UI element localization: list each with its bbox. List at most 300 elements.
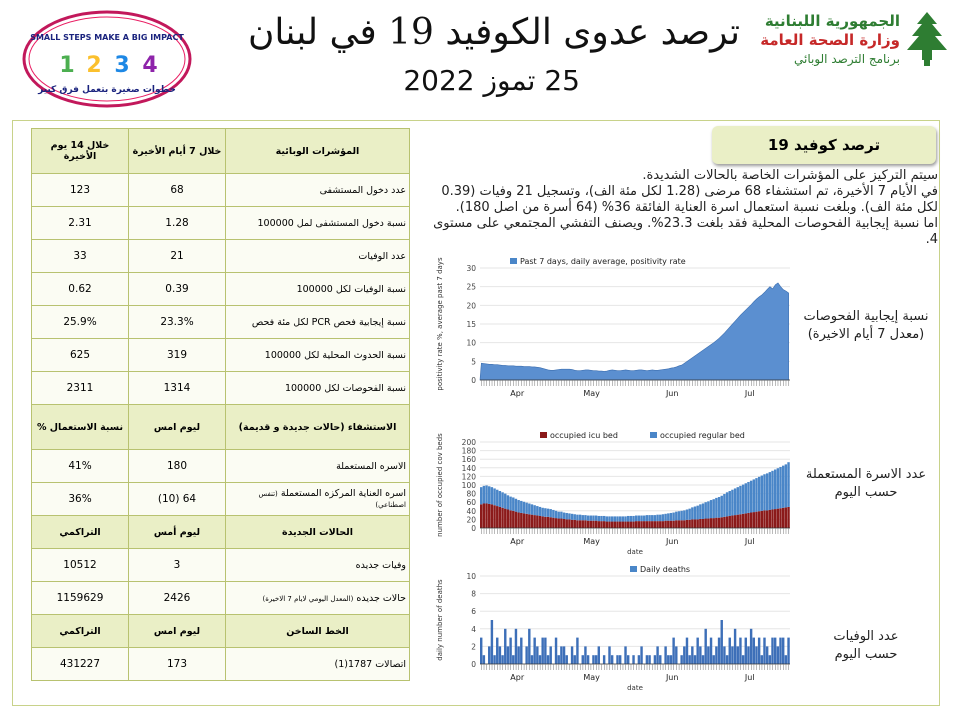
- y-tick-label: 0: [471, 376, 476, 385]
- x-month-label: Apr: [510, 389, 525, 398]
- chart-label-line: عدد الوفيات: [833, 629, 899, 644]
- bar: [672, 513, 674, 521]
- bar: [616, 522, 618, 528]
- bar: [512, 497, 514, 510]
- table-row: [32, 207, 410, 240]
- bar: [755, 512, 757, 528]
- bar: [702, 503, 704, 518]
- bar: [624, 516, 626, 521]
- bar: [659, 521, 661, 528]
- bar: [723, 646, 725, 664]
- bar: [624, 522, 626, 528]
- bar: [670, 521, 672, 528]
- bar: [678, 520, 680, 528]
- bar: [512, 511, 514, 528]
- bar: [774, 509, 776, 528]
- y-tick-label: 40: [466, 506, 476, 516]
- bar: [745, 513, 747, 528]
- bar: [670, 513, 672, 521]
- bar: [680, 655, 682, 664]
- bar: [715, 518, 717, 528]
- bar: [549, 509, 551, 517]
- bar: [774, 638, 776, 664]
- header-cumulative: التراكمي: [32, 615, 129, 648]
- bar: [761, 655, 763, 664]
- positivity-chart: [430, 252, 800, 404]
- hotline-header-row: [32, 615, 410, 648]
- bar: [737, 515, 739, 528]
- y-tick-label: 10: [466, 572, 476, 581]
- bar: [531, 515, 533, 528]
- y-tick-label: 20: [466, 515, 476, 525]
- bar: [555, 518, 557, 528]
- bar: [603, 516, 605, 521]
- bar: [493, 655, 495, 664]
- bar: [726, 655, 728, 664]
- bar: [648, 515, 650, 521]
- bar: [592, 521, 594, 528]
- y-tick-label: 4: [471, 624, 476, 634]
- bar: [571, 520, 573, 528]
- bar: [643, 516, 645, 522]
- legend-label: Past 7 days, daily average, positivity rate: [520, 257, 686, 266]
- x-month-label: Apr: [510, 537, 525, 546]
- chart-label-line: حسب اليوم: [834, 485, 898, 500]
- bar: [619, 522, 621, 528]
- bar: [758, 477, 760, 511]
- bar: [624, 646, 626, 664]
- bar: [774, 470, 776, 510]
- bar: [737, 646, 739, 664]
- bar: [702, 519, 704, 528]
- table-row: [32, 339, 410, 372]
- cell-yesterday: 180: [129, 450, 226, 483]
- y-axis-label: positivity rate %, average past 7 days: [436, 257, 444, 391]
- campaign-ar-text: خطوات صغيرة بتعمل فرق كبير: [38, 85, 176, 95]
- bar: [745, 638, 747, 664]
- bar: [753, 638, 755, 664]
- bar: [509, 497, 511, 511]
- bar: [753, 479, 755, 512]
- bar: [699, 519, 701, 528]
- bar: [485, 503, 487, 528]
- bar: [523, 502, 525, 514]
- bar: [686, 510, 688, 520]
- campaign-en-text: SMALL STEPS MAKE A BIG IMPACT: [30, 33, 184, 42]
- bar: [763, 474, 765, 510]
- bar: [707, 501, 709, 518]
- bar: [507, 495, 509, 509]
- row-note: (تنفس اصطناعي): [258, 490, 406, 509]
- bar: [680, 511, 682, 520]
- bar: [683, 520, 685, 528]
- row-label: نسبة إيجابية فحص PCR لكل مئة فحص: [226, 306, 410, 339]
- bar: [499, 646, 501, 664]
- bar: [491, 487, 493, 504]
- bar: [558, 655, 560, 664]
- bar: [672, 521, 674, 528]
- bar: [539, 655, 541, 664]
- bar: [683, 510, 685, 520]
- cell-v7: 68: [129, 174, 226, 207]
- bar: [496, 506, 498, 528]
- bar: [758, 638, 760, 664]
- header-last7: خلال 7 أيام الأخيرة: [129, 129, 226, 174]
- bar: [533, 505, 535, 515]
- bar: [576, 515, 578, 521]
- cell-yesterday: (10) 64: [129, 483, 226, 516]
- bar: [675, 646, 677, 664]
- bar: [680, 520, 682, 528]
- bar: [787, 462, 789, 507]
- bar: [785, 464, 787, 507]
- chart-label-line: نسبة إيجابية الفحوصات: [803, 309, 929, 324]
- bar: [517, 500, 519, 512]
- bar: [721, 496, 723, 518]
- bar: [563, 513, 565, 519]
- bar: [769, 472, 771, 510]
- x-month-label: Apr: [510, 673, 525, 682]
- bar: [750, 629, 752, 664]
- bar: [726, 516, 728, 528]
- bar: [782, 466, 784, 508]
- cell-yesterday: 2426: [129, 582, 226, 615]
- y-tick-label: 15: [466, 320, 476, 329]
- deaths-chart-label: [800, 628, 932, 664]
- bar: [643, 521, 645, 528]
- y-tick-label: 5: [471, 357, 476, 367]
- bar: [739, 486, 741, 514]
- bar: [539, 507, 541, 516]
- summary-tab: ترصد كوفيد 19: [712, 126, 936, 164]
- y-tick-label: 200: [461, 438, 476, 447]
- chart-label-line: (معدل 7 أيام الاخيرة): [807, 327, 925, 342]
- bar: [584, 520, 586, 528]
- legend-label: occupied icu bed: [550, 431, 618, 440]
- bar: [667, 513, 669, 520]
- y-tick-label: 25: [466, 282, 476, 292]
- header-yesterday: ليوم امس: [129, 405, 226, 450]
- bar: [501, 508, 503, 528]
- table-row: [32, 450, 410, 483]
- bar: [627, 522, 629, 528]
- bar: [558, 519, 560, 528]
- bar: [721, 517, 723, 528]
- cell-pct: 41%: [32, 450, 129, 483]
- bar: [734, 488, 736, 515]
- bar: [745, 483, 747, 513]
- table-row: [32, 240, 410, 273]
- bar: [566, 519, 568, 528]
- header-yesterday: ليوم امس: [129, 615, 226, 648]
- bar: [555, 638, 557, 664]
- row-label-text: حالات جديده: [356, 592, 406, 604]
- bar: [755, 646, 757, 664]
- y-tick-label: 180: [461, 446, 476, 456]
- bar: [483, 655, 485, 664]
- bar: [582, 515, 584, 520]
- bar: [710, 638, 712, 664]
- bar: [549, 517, 551, 528]
- bar: [691, 507, 693, 519]
- summary-line: اما نسبة إيجابية الفحوصات المحلية فقد بلغت 23.3%. ويصنف التفشي المجتمعي على مستوى 4.: [433, 216, 938, 247]
- bar: [710, 518, 712, 528]
- cell-yesterday: 3: [129, 549, 226, 582]
- bar: [737, 487, 739, 515]
- gov-line2: وزارة الصحة العامة: [760, 31, 900, 49]
- bar: [480, 487, 482, 504]
- row-label: اتصالات 1787(1): [226, 648, 410, 681]
- x-month-label: Jun: [665, 389, 679, 398]
- bar: [488, 646, 490, 664]
- bar: [525, 503, 527, 514]
- cell-v14: 25.9%: [32, 306, 129, 339]
- bar: [688, 655, 690, 664]
- row-label: [226, 450, 410, 483]
- x-month-label: May: [583, 537, 600, 546]
- bar: [702, 655, 704, 664]
- bar: [640, 646, 642, 664]
- bar: [779, 638, 781, 664]
- bar: [734, 515, 736, 528]
- bar: [675, 520, 677, 528]
- bar: [536, 516, 538, 528]
- header-cumulative: التراكمي: [32, 516, 129, 549]
- bar: [742, 485, 744, 514]
- chart-label-line: عدد الاسرة المستعملة: [805, 467, 927, 482]
- bar: [678, 511, 680, 520]
- table-row: [32, 648, 410, 681]
- bar: [531, 504, 533, 514]
- bar: [507, 510, 509, 528]
- bar: [616, 516, 618, 521]
- bar: [480, 504, 482, 528]
- bar: [742, 514, 744, 528]
- bar: [598, 516, 600, 521]
- bar: [552, 510, 554, 518]
- cell-v14: 2311: [32, 372, 129, 405]
- cell-cum: 431227: [32, 648, 129, 681]
- bar: [710, 500, 712, 518]
- y-tick-label: 6: [471, 607, 476, 617]
- bar: [713, 518, 715, 528]
- bar: [787, 507, 789, 528]
- bar: [606, 516, 608, 521]
- bar: [750, 481, 752, 513]
- bar: [707, 519, 709, 528]
- bar: [771, 638, 773, 664]
- bar: [574, 655, 576, 664]
- bar: [747, 513, 749, 528]
- bar: [769, 510, 771, 528]
- bar: [675, 512, 677, 521]
- x-month-label: Jun: [665, 673, 679, 682]
- y-axis-label: daily number of deaths: [436, 579, 444, 661]
- bar: [726, 492, 728, 516]
- bar: [499, 491, 501, 507]
- bar: [528, 503, 530, 514]
- bar: [718, 518, 720, 528]
- bar: [547, 655, 549, 664]
- cell-cum: 10512: [32, 549, 129, 582]
- bar: [619, 655, 621, 664]
- bar: [664, 514, 666, 521]
- bar: [723, 517, 725, 528]
- cedar-logo-icon: [902, 10, 952, 70]
- bar: [598, 646, 600, 664]
- bar: [761, 476, 763, 511]
- bar: [504, 494, 506, 509]
- bar: [619, 516, 621, 521]
- bar: [640, 516, 642, 522]
- bar: [785, 655, 787, 664]
- beds-chart-label: [800, 466, 932, 502]
- bar: [595, 521, 597, 528]
- y-tick-label: 140: [461, 463, 476, 473]
- bar: [616, 655, 618, 664]
- bar: [747, 482, 749, 513]
- bar: [587, 516, 589, 521]
- y-tick-label: 120: [461, 472, 476, 482]
- header-yesterday: ليوم أمس: [129, 516, 226, 549]
- bar: [563, 519, 565, 528]
- bar: [771, 510, 773, 528]
- bar: [696, 506, 698, 520]
- legend-swatch: [650, 432, 657, 438]
- bar: [635, 521, 637, 528]
- bar: [664, 646, 666, 664]
- bar: [568, 513, 570, 519]
- summary-text: [420, 168, 938, 248]
- y-tick-label: 30: [466, 264, 476, 273]
- bar: [499, 507, 501, 528]
- x-month-label: Jul: [744, 537, 755, 546]
- header-hospitalization: الاستشفاء (حالات جديدة و قديمة): [226, 405, 410, 450]
- legend-swatch: [630, 566, 637, 572]
- bar: [664, 521, 666, 528]
- bar: [544, 517, 546, 528]
- bar: [507, 646, 509, 664]
- bar: [715, 646, 717, 664]
- bar: [713, 499, 715, 518]
- bar: [766, 646, 768, 664]
- bar: [763, 638, 765, 664]
- bar: [763, 510, 765, 528]
- bar: [729, 491, 731, 516]
- table-row: [32, 549, 410, 582]
- y-tick-label: 100: [461, 481, 476, 490]
- bar: [579, 520, 581, 528]
- row-label-text: وفيات جديده: [355, 559, 406, 571]
- bar: [579, 515, 581, 521]
- bar: [611, 655, 613, 664]
- bar: [560, 512, 562, 519]
- bar: [753, 512, 755, 528]
- bar: [608, 646, 610, 664]
- bar: [782, 508, 784, 528]
- cell-v14: 33: [32, 240, 129, 273]
- cell-v14: 0.62: [32, 273, 129, 306]
- bar: [713, 655, 715, 664]
- bar: [517, 646, 519, 664]
- bar: [496, 638, 498, 664]
- bar: [622, 516, 624, 521]
- y-tick-label: 10: [466, 338, 476, 348]
- bar: [654, 655, 656, 664]
- cell-v14: 2.31: [32, 207, 129, 240]
- bar: [547, 509, 549, 517]
- bar: [576, 638, 578, 664]
- row-label: نسبة دخول المستشفى لمل 100000: [226, 207, 410, 240]
- gov-line1: الجمهورية اللبنانية: [764, 12, 900, 30]
- header-new-cases: الحالات الجديدة: [226, 516, 410, 549]
- bar: [584, 646, 586, 664]
- bar: [533, 515, 535, 528]
- bar: [520, 638, 522, 664]
- bar: [777, 468, 779, 508]
- bar: [480, 638, 482, 664]
- table-row: [32, 174, 410, 207]
- bar: [694, 655, 696, 664]
- bar: [598, 521, 600, 528]
- bar: [766, 510, 768, 528]
- bar: [531, 655, 533, 664]
- bar: [560, 646, 562, 664]
- bar: [729, 516, 731, 528]
- legend-swatch: [510, 258, 517, 264]
- row-label-text: اسره العناية المركزه المستعملة: [280, 488, 406, 499]
- bar: [656, 646, 658, 664]
- bar: [501, 492, 503, 507]
- row-label: نسبة الوفيات لكل 100000: [226, 273, 410, 306]
- row-label: عدد الوفيات: [226, 240, 410, 273]
- bar: [576, 520, 578, 528]
- bar: [731, 490, 733, 516]
- bar: [723, 494, 725, 517]
- bar: [501, 655, 503, 664]
- bar: [646, 515, 648, 521]
- bar: [688, 520, 690, 528]
- y-tick-label: 0: [471, 524, 476, 533]
- bar: [592, 516, 594, 521]
- row-label: نسبة الفحوصات لكل 100000: [226, 372, 410, 405]
- bar: [627, 516, 629, 522]
- bar: [555, 511, 557, 518]
- bar: [747, 646, 749, 664]
- row-note: (المعدل اليومي لايام 7 الاخيرة): [262, 594, 354, 603]
- bar: [691, 646, 693, 664]
- bar: [659, 515, 661, 521]
- bar: [638, 521, 640, 528]
- bar: [787, 638, 789, 664]
- bar: [590, 516, 592, 521]
- bar: [509, 638, 511, 664]
- bar: [483, 486, 485, 504]
- row-label: [226, 582, 410, 615]
- y-tick-label: 8: [471, 589, 476, 599]
- header-hotline: الخط الساخن: [226, 615, 410, 648]
- bar: [552, 518, 554, 528]
- bar: [611, 516, 613, 521]
- bar: [523, 513, 525, 528]
- bar: [646, 521, 648, 528]
- bar: [584, 515, 586, 520]
- bar: [600, 521, 602, 528]
- bar: [672, 638, 674, 664]
- bar: [761, 511, 763, 528]
- bar: [704, 519, 706, 528]
- x-month-label: Jun: [665, 537, 679, 546]
